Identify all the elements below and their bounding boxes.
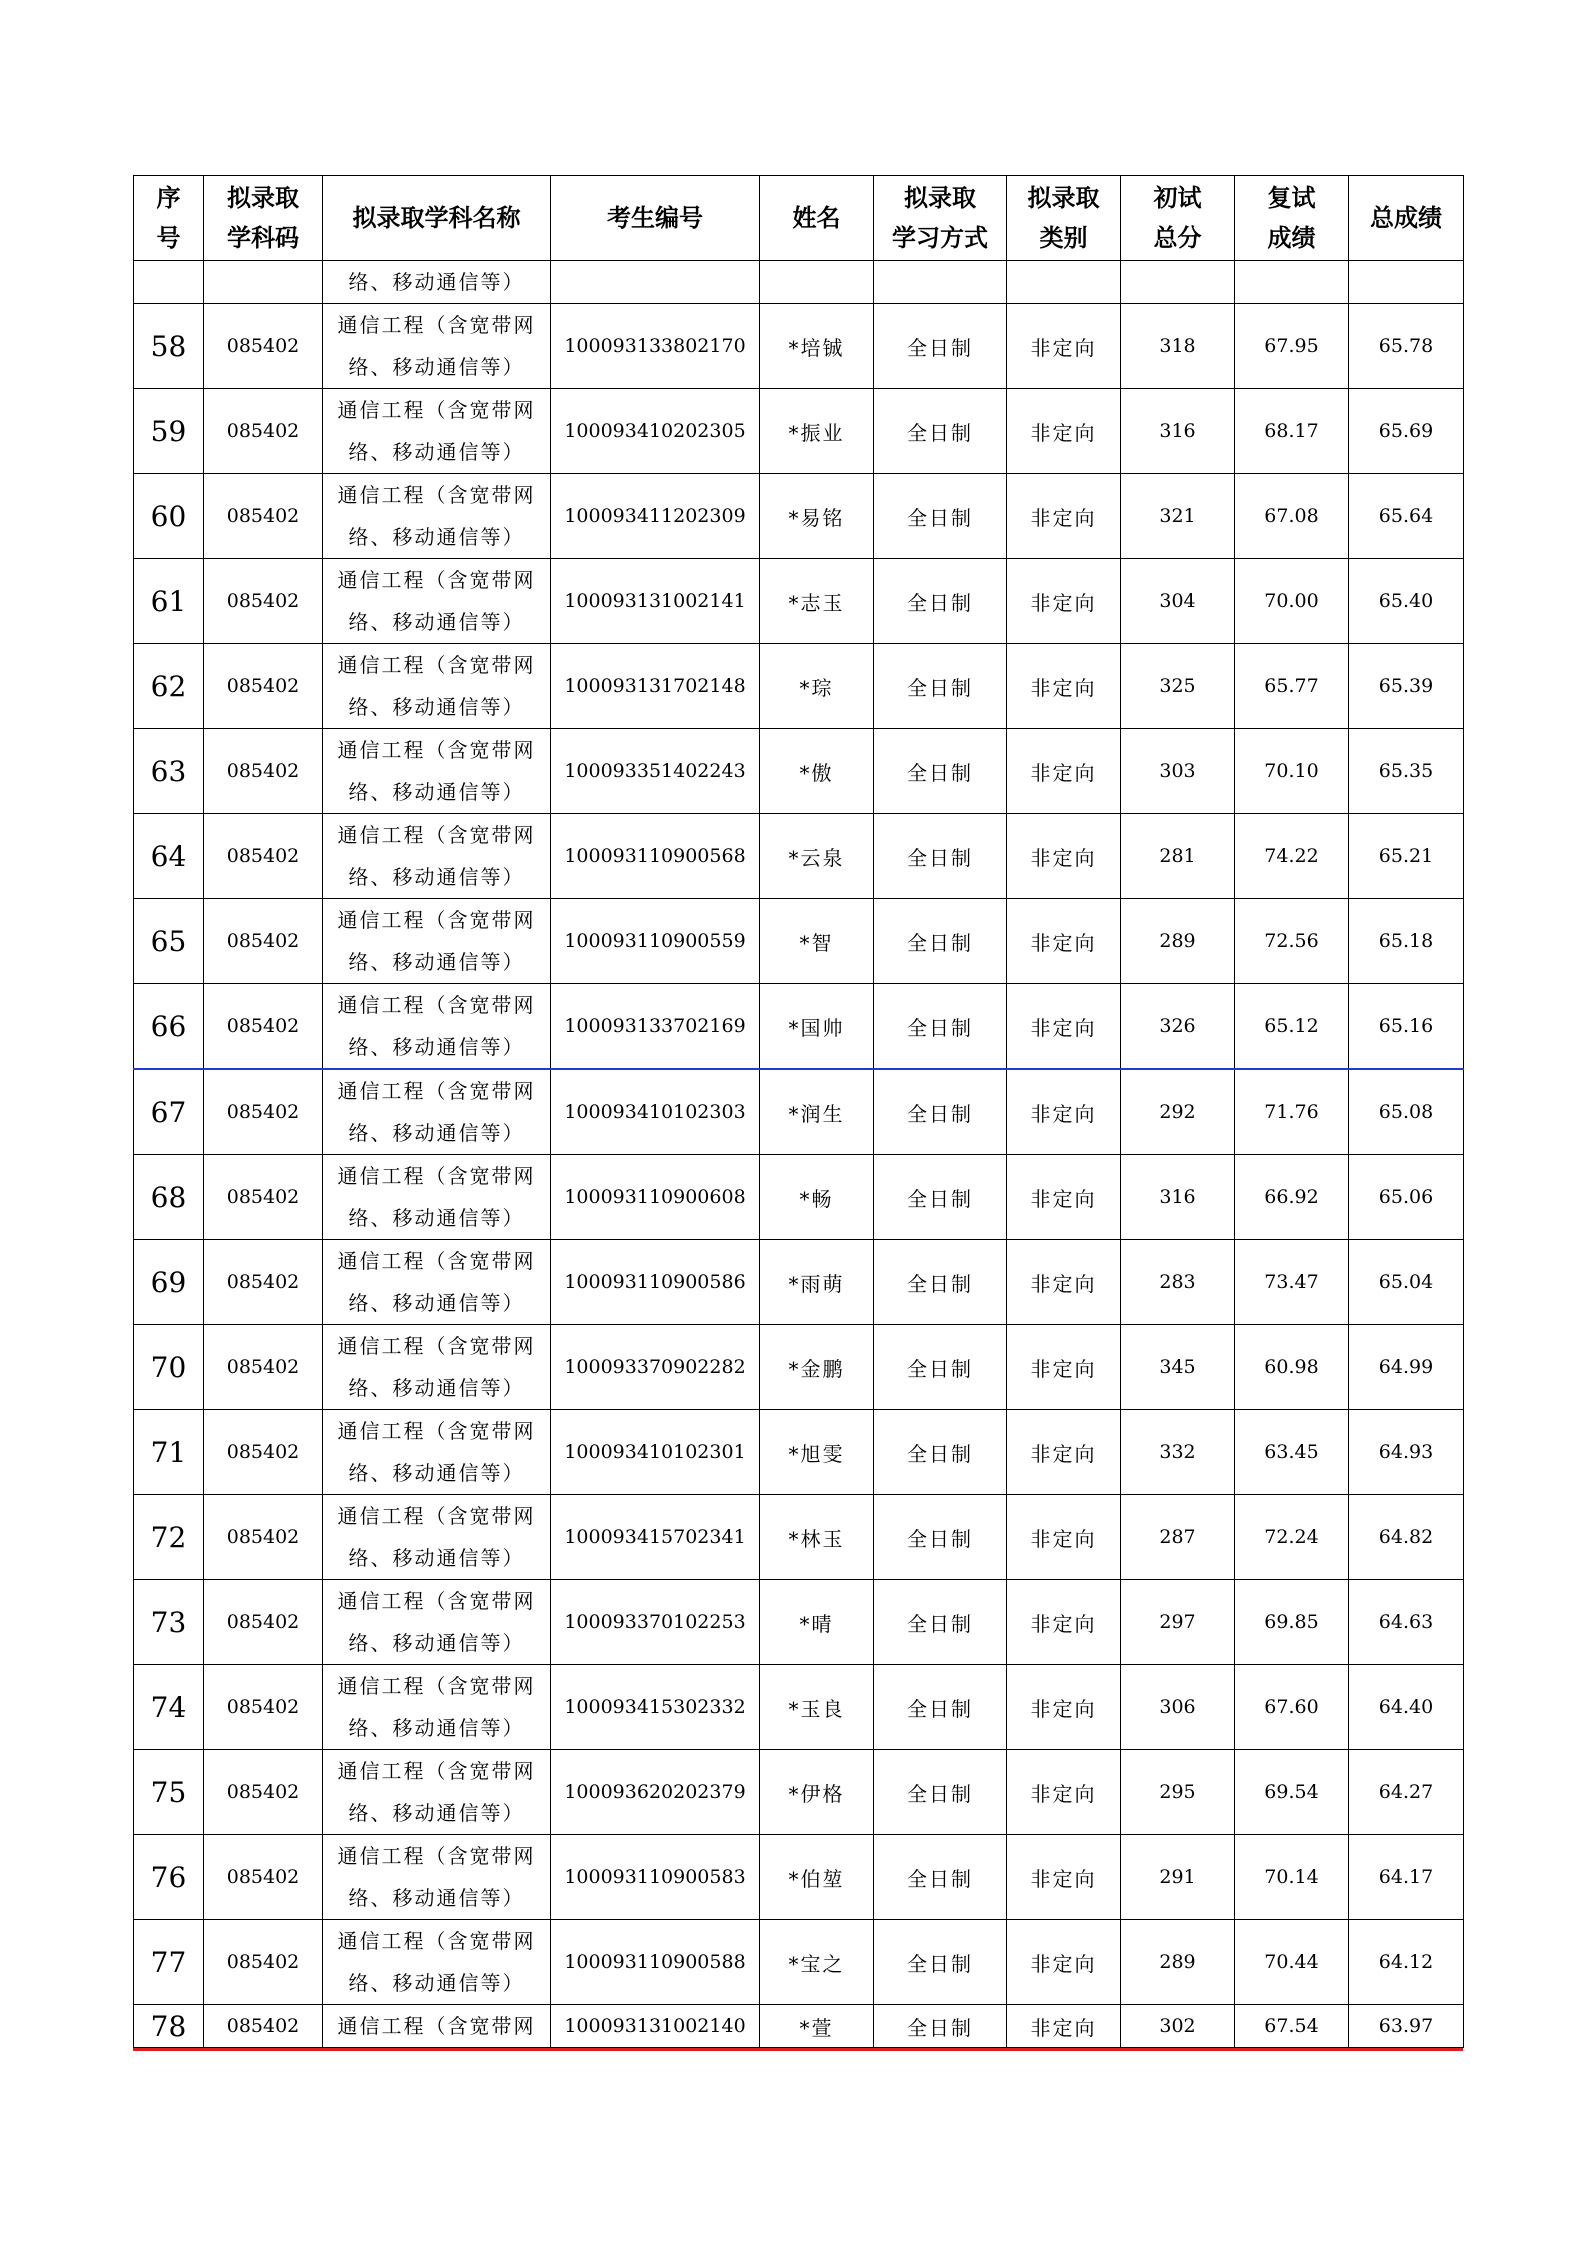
cell-category: 非定向	[1007, 1495, 1121, 1580]
header-index: 序 号	[134, 176, 204, 261]
cell-exam-no: 100093370902282	[551, 1325, 760, 1410]
cell-category: 非定向	[1007, 1325, 1121, 1410]
subject-line-2: 络、移动通信等）	[348, 1291, 525, 1315]
subject-line-1: 通信工程（含宽带网	[337, 568, 536, 592]
cell-exam-no: 100093620202379	[551, 1750, 760, 1835]
cell-exam-no: 100093351402243	[551, 729, 760, 814]
cell-retest-score: 67.54	[1235, 2005, 1349, 2048]
cell-index: 68	[134, 1155, 204, 1240]
cell-exam-no: 100093370102253	[551, 1580, 760, 1665]
cell-exam-no: 100093411202309	[551, 474, 760, 559]
header-name: 姓名	[760, 176, 874, 261]
cell-name: *志玉	[760, 559, 874, 644]
header-subject: 拟录取学科名称	[323, 176, 551, 261]
cell-subject	[323, 729, 551, 814]
cell-total-score: 64.12	[1349, 1920, 1464, 2005]
cell-subject	[323, 1665, 551, 1750]
cell-code: 085402	[204, 1920, 323, 2005]
cell-total-score: 64.93	[1349, 1410, 1464, 1495]
cell-total-score: 63.97	[1349, 2005, 1464, 2048]
header-mode: 拟录取 学习方式	[874, 176, 1007, 261]
cell-code: 085402	[204, 729, 323, 814]
subject-line-2: 络、移动通信等）	[348, 1886, 525, 1910]
table-row	[134, 1410, 1464, 1495]
subject-line-1: 通信工程（含宽带网	[337, 398, 536, 422]
cell-total-score: 65.69	[1349, 389, 1464, 474]
subject-line-1: 通信工程（含宽带网	[337, 1759, 536, 1783]
cell-total-score: 65.08	[1349, 1069, 1464, 1155]
cell-name: *宝之	[760, 1920, 874, 2005]
cell-exam-no: 100093131002141	[551, 559, 760, 644]
subject-line-1: 通信工程（含宽带网	[337, 1249, 536, 1273]
cell-name: *润生	[760, 1069, 874, 1155]
header-exam-no: 考生编号	[551, 176, 760, 261]
table-row	[134, 389, 1464, 474]
cell-subject	[323, 1580, 551, 1665]
cell-index: 76	[134, 1835, 204, 1920]
subject-line-1: 通信工程（含宽带网	[337, 1164, 536, 1188]
cell-code: 085402	[204, 644, 323, 729]
cell-code: 085402	[204, 1155, 323, 1240]
cell-total-score: 65.40	[1349, 559, 1464, 644]
cell-mode: 全日制	[874, 984, 1007, 1070]
cell-exam-no: 100093415702341	[551, 1495, 760, 1580]
cell-index: 71	[134, 1410, 204, 1495]
cell-retest-score: 71.76	[1235, 1069, 1349, 1155]
cell-name: *智	[760, 899, 874, 984]
cell-index: 60	[134, 474, 204, 559]
admission-table	[133, 175, 1464, 2048]
cell-mode: 全日制	[874, 2005, 1007, 2048]
cell-mode: 全日制	[874, 1495, 1007, 1580]
cell-code: 085402	[204, 899, 323, 984]
cell-total-score: 64.82	[1349, 1495, 1464, 1580]
cell-code: 085402	[204, 1750, 323, 1835]
cell-category: 非定向	[1007, 729, 1121, 814]
cell-subject	[323, 644, 551, 729]
cell-name: *萱	[760, 2005, 874, 2048]
cell-name: *旭雯	[760, 1410, 874, 1495]
cell-exam-no: 100093410202305	[551, 389, 760, 474]
cell-name: *金鹏	[760, 1325, 874, 1410]
cell-code: 085402	[204, 1325, 323, 1410]
subject-line-1: 通信工程（含宽带网	[337, 2014, 536, 2038]
cell-index: 65	[134, 899, 204, 984]
cell-exam-no: 100093133802170	[551, 304, 760, 389]
cell-retest-score: 72.56	[1235, 899, 1349, 984]
table-row	[134, 899, 1464, 984]
cell-total-score: 65.18	[1349, 899, 1464, 984]
continuation-row	[134, 261, 1464, 304]
cell-retest-score: 68.17	[1235, 389, 1349, 474]
table-row	[134, 984, 1464, 1070]
cell-subject	[323, 1240, 551, 1325]
cell-total-score: 65.35	[1349, 729, 1464, 814]
cell-total-score: 64.17	[1349, 1835, 1464, 1920]
cell-index: 70	[134, 1325, 204, 1410]
cell-code: 085402	[204, 814, 323, 899]
cell-total-score: 65.06	[1349, 1155, 1464, 1240]
cell-initial-score: 302	[1121, 2005, 1235, 2048]
cell-total-score: 64.27	[1349, 1750, 1464, 1835]
cell-retest-score: 70.14	[1235, 1835, 1349, 1920]
cell-subject	[323, 1495, 551, 1580]
cell-retest-score: 65.77	[1235, 644, 1349, 729]
table-row	[134, 1155, 1464, 1240]
cell-initial-score: 325	[1121, 644, 1235, 729]
cell-retest-score: 70.10	[1235, 729, 1349, 814]
cell-total-score: 65.16	[1349, 984, 1464, 1070]
cell-retest-score: 65.12	[1235, 984, 1349, 1070]
cell-retest-score: 69.85	[1235, 1580, 1349, 1665]
cell-total-score: 64.63	[1349, 1580, 1464, 1665]
table-row	[134, 1920, 1464, 2005]
cell-initial-score: 318	[1121, 304, 1235, 389]
cell-subject	[323, 1750, 551, 1835]
cell-initial-score: 289	[1121, 1920, 1235, 2005]
subject-line-1: 通信工程（含宽带网	[337, 908, 536, 932]
cell-code: 085402	[204, 984, 323, 1070]
cell-category: 非定向	[1007, 1410, 1121, 1495]
cell-mode: 全日制	[874, 1155, 1007, 1240]
cell-mode: 全日制	[874, 1410, 1007, 1495]
table-row	[134, 729, 1464, 814]
cell-index: 66	[134, 984, 204, 1070]
cell-initial-score: 316	[1121, 389, 1235, 474]
cell-subject	[323, 1835, 551, 1920]
subject-line-2: 络、移动通信等）	[348, 1716, 525, 1740]
cell-category: 非定向	[1007, 1580, 1121, 1665]
cell-category: 非定向	[1007, 559, 1121, 644]
cell-total-score: 65.64	[1349, 474, 1464, 559]
subject-line-1: 通信工程（含宽带网	[337, 1504, 536, 1528]
header-row	[134, 176, 1464, 261]
table-row	[134, 1325, 1464, 1410]
subject-line-2: 络、移动通信等）	[348, 1121, 525, 1145]
cell-name: *畅	[760, 1155, 874, 1240]
cell-mode: 全日制	[874, 1835, 1007, 1920]
cell-category: 非定向	[1007, 1665, 1121, 1750]
cell-exam-no: 100093110900559	[551, 899, 760, 984]
cell-initial-score: 291	[1121, 1835, 1235, 1920]
table-row	[134, 1495, 1464, 1580]
cell-category: 非定向	[1007, 644, 1121, 729]
cell-subject	[323, 474, 551, 559]
cell-subject	[323, 1325, 551, 1410]
cell-exam-no: 100093415302332	[551, 1665, 760, 1750]
cell-initial-score: 332	[1121, 1410, 1235, 1495]
table-row	[134, 1580, 1464, 1665]
cell-category: 非定向	[1007, 1750, 1121, 1835]
cell-index: 78	[134, 2005, 204, 2048]
cell-index: 59	[134, 389, 204, 474]
cell-code: 085402	[204, 1410, 323, 1495]
cell-mode: 全日制	[874, 389, 1007, 474]
cell-exam-no: 100093110900588	[551, 1920, 760, 2005]
cell-index: 64	[134, 814, 204, 899]
subject-line-1: 通信工程（含宽带网	[337, 1079, 536, 1103]
cell-index: 63	[134, 729, 204, 814]
cell-code: 085402	[204, 1665, 323, 1750]
header-code: 拟录取 学科码	[204, 176, 323, 261]
cell-name: *云泉	[760, 814, 874, 899]
cell-mode: 全日制	[874, 1750, 1007, 1835]
cell-retest-score: 67.60	[1235, 1665, 1349, 1750]
cell-name: *振业	[760, 389, 874, 474]
subject-line-1: 通信工程（含宽带网	[337, 823, 536, 847]
subject-line-2: 络、移动通信等）	[348, 610, 525, 634]
subject-line-1: 通信工程（含宽带网	[337, 313, 536, 337]
cell-retest-score: 69.54	[1235, 1750, 1349, 1835]
cell-index: 69	[134, 1240, 204, 1325]
cell-mode: 全日制	[874, 1240, 1007, 1325]
cell-category: 非定向	[1007, 389, 1121, 474]
cell-category: 非定向	[1007, 899, 1121, 984]
cell-name: *晴	[760, 1580, 874, 1665]
cell-subject	[323, 984, 551, 1070]
cell-exam-no: 100093131002140	[551, 2005, 760, 2048]
header-initial-score: 初试 总分	[1121, 176, 1235, 261]
cell-category: 非定向	[1007, 1240, 1121, 1325]
red-rule	[133, 2048, 1463, 2051]
subject-line-1: 通信工程（含宽带网	[337, 1589, 536, 1613]
cell-mode: 全日制	[874, 1580, 1007, 1665]
cell-initial-score: 316	[1121, 1155, 1235, 1240]
cell-code: 085402	[204, 1495, 323, 1580]
cell-initial-score: 321	[1121, 474, 1235, 559]
cell-initial-score: 283	[1121, 1240, 1235, 1325]
subject-line-1: 通信工程（含宽带网	[337, 1929, 536, 1953]
cell-name: *国帅	[760, 984, 874, 1070]
cell-retest-score: 67.08	[1235, 474, 1349, 559]
subject-line-1: 通信工程（含宽带网	[337, 1844, 536, 1868]
cell-category: 非定向	[1007, 984, 1121, 1070]
subject-line-2: 络、移动通信等）	[348, 1461, 525, 1485]
cell-total-score: 65.21	[1349, 814, 1464, 899]
subject-line-1: 通信工程（含宽带网	[337, 1334, 536, 1358]
cell-subject	[323, 389, 551, 474]
cell-initial-score: 345	[1121, 1325, 1235, 1410]
cell-subject	[323, 559, 551, 644]
table-row	[134, 1069, 1464, 1155]
cell-index: 75	[134, 1750, 204, 1835]
cell-name: *伯堃	[760, 1835, 874, 1920]
cell-initial-score: 306	[1121, 1665, 1235, 1750]
cell-initial-score: 281	[1121, 814, 1235, 899]
cell-retest-score: 73.47	[1235, 1240, 1349, 1325]
cell-name: *琮	[760, 644, 874, 729]
header-total-score: 总成绩	[1349, 176, 1464, 261]
cell-mode: 全日制	[874, 474, 1007, 559]
table-row	[134, 559, 1464, 644]
cell-total-score: 65.39	[1349, 644, 1464, 729]
cell-initial-score: 287	[1121, 1495, 1235, 1580]
cell-retest-score: 70.00	[1235, 559, 1349, 644]
cell-initial-score: 297	[1121, 1580, 1235, 1665]
subject-line-2: 络、移动通信等）	[348, 1206, 525, 1230]
cell-retest-score: 74.22	[1235, 814, 1349, 899]
subject-line-2: 络、移动通信等）	[348, 1971, 525, 1995]
cell-exam-no: 100093110900583	[551, 1835, 760, 1920]
cell-retest-score: 63.45	[1235, 1410, 1349, 1495]
cell-mode: 全日制	[874, 1920, 1007, 2005]
cell-mode: 全日制	[874, 1665, 1007, 1750]
cell-index: 62	[134, 644, 204, 729]
table-row	[134, 2005, 1464, 2048]
cell-subject	[323, 1920, 551, 2005]
cell-name: *伊格	[760, 1750, 874, 1835]
subject-line-2: 络、移动通信等）	[348, 1631, 525, 1655]
subject-line-2: 络、移动通信等）	[348, 1376, 525, 1400]
cell-initial-score: 304	[1121, 559, 1235, 644]
cell-subject	[323, 2005, 551, 2048]
cell-subject	[323, 1069, 551, 1155]
cell-total-score: 64.99	[1349, 1325, 1464, 1410]
cell-total-score: 64.40	[1349, 1665, 1464, 1750]
subject-line-2: 络、移动通信等）	[348, 1801, 525, 1825]
table-row	[134, 474, 1464, 559]
cell-name: *傲	[760, 729, 874, 814]
subject-line-2: 络、移动通信等）	[348, 865, 525, 889]
cell-code: 085402	[204, 1580, 323, 1665]
cell-code: 085402	[204, 1835, 323, 1920]
cell-category: 非定向	[1007, 474, 1121, 559]
cell-retest-score: 66.92	[1235, 1155, 1349, 1240]
cell-exam-no: 100093110900608	[551, 1155, 760, 1240]
subject-line-1: 通信工程（含宽带网	[337, 483, 536, 507]
table-row	[134, 814, 1464, 899]
continuation-subject: 络、移动通信等）	[323, 261, 551, 304]
cell-category: 非定向	[1007, 1835, 1121, 1920]
header-retest-score: 复试 成绩	[1235, 176, 1349, 261]
cell-category: 非定向	[1007, 1920, 1121, 2005]
cell-total-score: 65.04	[1349, 1240, 1464, 1325]
cell-subject	[323, 1410, 551, 1495]
cell-subject	[323, 304, 551, 389]
cell-name: *易铭	[760, 474, 874, 559]
cell-subject	[323, 1155, 551, 1240]
cell-mode: 全日制	[874, 814, 1007, 899]
cell-index: 67	[134, 1069, 204, 1155]
cell-retest-score: 60.98	[1235, 1325, 1349, 1410]
cell-code: 085402	[204, 1240, 323, 1325]
table-row	[134, 1750, 1464, 1835]
cell-name: *雨萌	[760, 1240, 874, 1325]
cell-exam-no: 100093110900568	[551, 814, 760, 899]
subject-line-2: 络、移动通信等）	[348, 440, 525, 464]
subject-line-2: 络、移动通信等）	[348, 695, 525, 719]
cell-index: 74	[134, 1665, 204, 1750]
cell-category: 非定向	[1007, 304, 1121, 389]
cell-exam-no: 100093410102303	[551, 1069, 760, 1155]
subject-line-1: 通信工程（含宽带网	[337, 653, 536, 677]
subject-line-2: 络、移动通信等）	[348, 950, 525, 974]
subject-line-1: 通信工程（含宽带网	[337, 738, 536, 762]
subject-line-2: 络、移动通信等）	[348, 525, 525, 549]
cell-initial-score: 326	[1121, 984, 1235, 1070]
subject-line-2: 络、移动通信等）	[348, 355, 525, 379]
cell-initial-score: 289	[1121, 899, 1235, 984]
subject-line-2: 络、移动通信等）	[348, 1546, 525, 1570]
cell-mode: 全日制	[874, 729, 1007, 814]
cell-mode: 全日制	[874, 899, 1007, 984]
cell-exam-no: 100093131702148	[551, 644, 760, 729]
cell-initial-score: 292	[1121, 1069, 1235, 1155]
cell-initial-score: 295	[1121, 1750, 1235, 1835]
cell-retest-score: 72.24	[1235, 1495, 1349, 1580]
table-row	[134, 1665, 1464, 1750]
table-row	[134, 304, 1464, 389]
subject-line-2: 络、移动通信等）	[348, 1035, 525, 1059]
cell-retest-score: 67.95	[1235, 304, 1349, 389]
cell-code: 085402	[204, 474, 323, 559]
cell-index: 58	[134, 304, 204, 389]
cell-subject	[323, 899, 551, 984]
cell-mode: 全日制	[874, 559, 1007, 644]
cell-category: 非定向	[1007, 1155, 1121, 1240]
cell-code: 085402	[204, 2005, 323, 2048]
table-row	[134, 1240, 1464, 1325]
cell-code: 085402	[204, 559, 323, 644]
table-row	[134, 644, 1464, 729]
cell-subject	[323, 814, 551, 899]
subject-line-1: 通信工程（含宽带网	[337, 993, 536, 1017]
cell-mode: 全日制	[874, 1325, 1007, 1410]
cell-exam-no: 100093133702169	[551, 984, 760, 1070]
cell-name: *林玉	[760, 1495, 874, 1580]
cell-mode: 全日制	[874, 644, 1007, 729]
cell-code: 085402	[204, 304, 323, 389]
cell-index: 61	[134, 559, 204, 644]
cell-mode: 全日制	[874, 304, 1007, 389]
cell-exam-no: 100093410102301	[551, 1410, 760, 1495]
cell-name: *培铖	[760, 304, 874, 389]
cell-mode: 全日制	[874, 1069, 1007, 1155]
cell-index: 72	[134, 1495, 204, 1580]
cell-code: 085402	[204, 1069, 323, 1155]
cell-category: 非定向	[1007, 814, 1121, 899]
subject-line-1: 通信工程（含宽带网	[337, 1419, 536, 1443]
subject-line-2: 络、移动通信等）	[348, 780, 525, 804]
cell-initial-score: 303	[1121, 729, 1235, 814]
cell-exam-no: 100093110900586	[551, 1240, 760, 1325]
cell-category: 非定向	[1007, 1069, 1121, 1155]
subject-line-1: 通信工程（含宽带网	[337, 1674, 536, 1698]
cell-retest-score: 70.44	[1235, 1920, 1349, 2005]
cell-total-score: 65.78	[1349, 304, 1464, 389]
header-category: 拟录取 类别	[1007, 176, 1121, 261]
cell-index: 77	[134, 1920, 204, 2005]
cell-category: 非定向	[1007, 2005, 1121, 2048]
cell-index: 73	[134, 1580, 204, 1665]
cell-code: 085402	[204, 389, 323, 474]
table-row	[134, 1835, 1464, 1920]
cell-name: *玉良	[760, 1665, 874, 1750]
